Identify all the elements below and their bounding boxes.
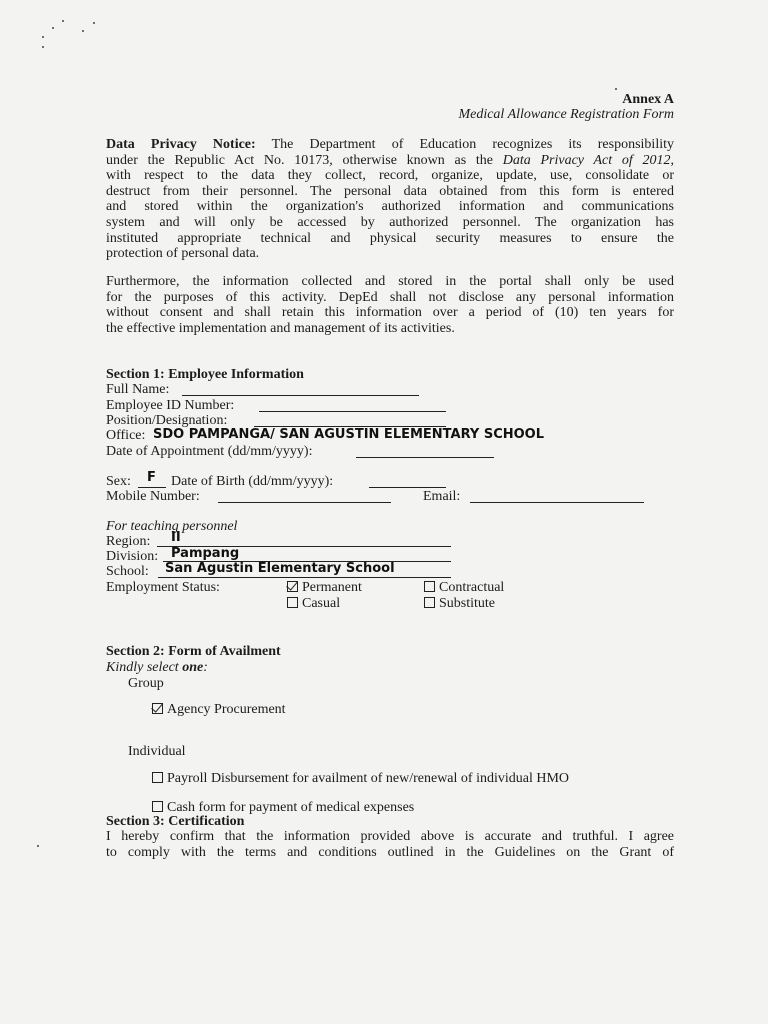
privacy-line: Furthermore, the information collected and stored in the portal shall only be used (106, 274, 674, 289)
privacy-line: the effective implementation and management of its activities. (106, 320, 455, 336)
privacy-line: under the Republic Act No. 10173, otherwise known as the Data Privacy Act of 2012, (106, 152, 674, 168)
division-label: Division: (106, 549, 159, 564)
appointment-label: Date of Appointment (dd/mm/yyyy): (106, 444, 313, 459)
substitute-checkbox[interactable] (424, 597, 435, 608)
scan-speck (615, 88, 617, 90)
privacy-line: without consent and shall retain this information over a period of (10) ten years for (106, 305, 674, 321)
employee-id-label: Employee ID Number: (106, 398, 235, 413)
sex-field[interactable] (138, 487, 166, 488)
mobile-field[interactable] (218, 502, 391, 503)
privacy-heading: Data Privacy Notice: (106, 137, 256, 152)
permanent-checkbox[interactable] (287, 581, 298, 592)
status-casual-option[interactable] (287, 596, 340, 612)
region-label: Region: (106, 534, 151, 549)
certification-line: I hereby confirm that the information provided above is accurate and truthful. I agree (106, 829, 674, 844)
substitute-label: Substitute (439, 596, 496, 611)
teaching-note: For teaching personnel (106, 519, 238, 534)
act-name: Data Privacy Act of 2012 (502, 152, 671, 168)
privacy-line: system and will only be accessed by authorized personnel. The organization has (106, 214, 674, 230)
contractual-label: Contractual (439, 580, 505, 595)
privacy-notice (106, 137, 674, 262)
email-label: Email: (423, 489, 461, 504)
status-contractual-option[interactable] (424, 580, 504, 596)
status-substitute-option[interactable] (424, 596, 495, 612)
school-field[interactable] (158, 577, 451, 578)
payroll-option[interactable] (152, 771, 569, 787)
annex-label: Annex A (622, 92, 674, 107)
sex-value[interactable]: F (147, 470, 156, 485)
section2-heading: Section 2: Form of Availment (106, 644, 281, 659)
individual-label: Individual (128, 744, 186, 759)
appointment-field[interactable] (356, 457, 494, 458)
privacy-line: with respect to the data they collect, record, organize, update, use, consolidate or (106, 168, 674, 184)
region-value[interactable]: II (171, 530, 181, 545)
mobile-label: Mobile Number: (106, 489, 200, 504)
scan-speck (42, 46, 44, 48)
certification-text (106, 829, 674, 860)
section3-heading: Section 3: Certification (106, 814, 245, 829)
certification-line: to comply with the terms and conditions outlined in the Guidelines on the Grant of (106, 844, 674, 860)
sex-label: Sex: (106, 474, 131, 489)
employee-id-field[interactable] (259, 411, 446, 412)
employment-status-label: Employment Status: (106, 580, 220, 595)
privacy-line: destruct from their personnel. The personal data obtained from this form is entered (106, 183, 674, 199)
dob-field[interactable] (369, 487, 446, 488)
office-label: Office: (106, 428, 146, 443)
full-name-label: Full Name: (106, 382, 170, 397)
privacy-paragraph-2 (106, 274, 674, 336)
form-title: Medical Allowance Registration Form (458, 107, 674, 122)
scan-speck (52, 27, 54, 29)
full-name-field[interactable] (182, 395, 419, 396)
cash-label: Cash form for payment of medical expenses (167, 800, 415, 815)
school-value[interactable]: San Agustin Elementary School (165, 561, 395, 576)
casual-checkbox[interactable] (287, 597, 298, 608)
group-label: Group (128, 676, 164, 691)
agency-procurement-option[interactable] (152, 702, 286, 718)
dob-label: Date of Birth (dd/mm/yyyy): (171, 474, 334, 489)
agency-procurement-checkbox[interactable] (152, 703, 163, 714)
office-value[interactable]: SDO PAMPANGA/ SAN AGUSTIN ELEMENTARY SCHOOL (153, 427, 545, 442)
payroll-checkbox[interactable] (152, 772, 163, 783)
agency-procurement-label: Agency Procurement (167, 702, 286, 717)
contractual-checkbox[interactable] (424, 581, 435, 592)
scan-speck (93, 22, 95, 24)
scan-speck (42, 36, 44, 38)
position-label: Position/Designation: (106, 413, 228, 428)
status-permanent-option[interactable] (287, 580, 362, 596)
payroll-label: Payroll Disbursement for availment of new/renewal of individual HMO (167, 771, 570, 786)
privacy-line: for the purposes of this activity. DepEd shall not disclose any personal information (106, 289, 674, 305)
school-label: School: (106, 564, 149, 579)
cash-checkbox[interactable] (152, 801, 163, 812)
casual-label: Casual (302, 596, 341, 611)
privacy-line: instituted appropriate technical and physical security measures to ensure the (106, 230, 674, 246)
section1-heading: Section 1: Employee Information (106, 367, 304, 382)
scan-speck (37, 845, 39, 847)
privacy-line: and stored within the organization's authorized information and communications (106, 199, 674, 215)
permanent-label: Permanent (302, 580, 362, 595)
privacy-line: Data Privacy Notice: The Department of Education recognizes its responsibility (106, 137, 674, 152)
section2-instruction: Kindly select one: (106, 660, 208, 675)
privacy-line: protection of personal data. (106, 246, 260, 262)
division-value[interactable]: Pampang (171, 546, 240, 561)
scan-speck (62, 20, 64, 22)
email-field[interactable] (470, 502, 644, 503)
scan-speck (82, 30, 84, 32)
